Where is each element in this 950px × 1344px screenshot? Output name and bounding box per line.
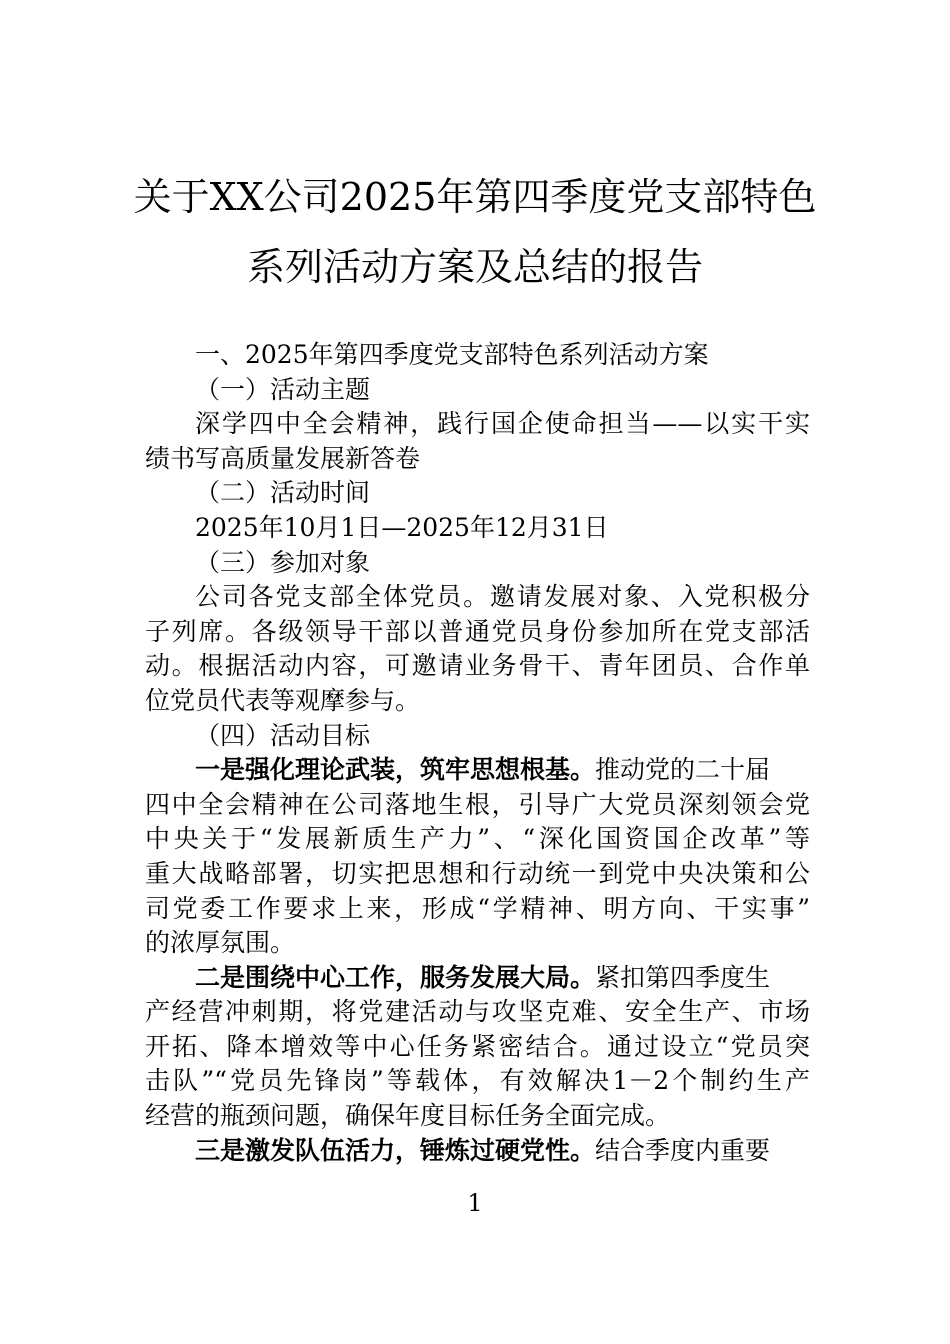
paragraph-text: 推动党的二十届 [595,755,771,785]
bold-lead: 二是围绕中心工作，服务发展大局。 [195,962,596,992]
subsection-heading: （一）活动主题 [195,374,371,404]
paragraph-line: 2025年10月1日—2025年12月31日 [195,512,609,542]
subsection-heading: （二）活动时间 [195,478,371,508]
paragraph-line [145,961,810,996]
paragraph-line [145,1134,810,1169]
paragraph-line: 开拓、降本增效等中心任务紧密结合。通过设立“党员突 [145,1031,810,1061]
paragraph-line: 子列席。各级领导干部以普通党员身份参加所在党支部活 [145,616,810,646]
paragraph-line: 司党委工作要求上来，形成“学精神、明方向、干实事” [145,893,810,923]
document-title-line-2: 系列活动方案及总结的报告 [246,245,703,289]
document-body [145,338,810,1168]
paragraph-line: 动。根据活动内容，可邀请业务骨干、青年团员、合作单 [145,651,810,681]
paragraph-line: 重大战略部署，切实把思想和行动统一到党中央决策和公 [145,858,810,888]
paragraph-line [145,753,810,788]
bold-lead: 三是激发队伍活力，锤炼过硬党性。 [195,1135,596,1165]
paragraph-line: 位党员代表等观摩参与。 [145,685,421,715]
paragraph-line: 产经营冲刺期，将党建活动与攻坚克难、安全生产、市场 [145,997,810,1027]
paragraph-text: 紧扣第四季度生 [595,962,771,992]
section-heading: 一、2025年第四季度党支部特色系列活动方案 [195,340,709,369]
paragraph-line: 深学四中全会精神，践行国企使命担当——以实干实 [195,409,810,439]
page-number: 1 [467,1189,483,1217]
subsection-heading: （三）参加对象 [195,547,371,577]
paragraph-line: 经营的瓶颈问题，确保年度目标任务全面完成。 [145,1101,671,1131]
paragraph-line: 的浓厚氛围。 [145,928,296,958]
paragraph-line: 四中全会精神在公司落地生根，引导广大党员深刻领会党 [145,789,810,819]
paragraph-text: 结合季度内重要 [595,1135,771,1165]
bold-lead: 一是强化理论武装，筑牢思想根基。 [195,755,596,785]
document-title-line-1: 关于XX公司2025年第四季度党支部特色 [133,175,817,219]
paragraph-line: 公司各党支部全体党员。邀请发展对象、入党积极分 [195,582,810,612]
subsection-heading: （四）活动目标 [195,720,371,750]
paragraph-line: 击队”“党员先锋岗”等载体，有效解决1－2个制约生产 [145,1066,810,1096]
paragraph-line: 中央关于“发展新质生产力”、“深化国资国企改革”等 [145,824,810,854]
paragraph-line: 绩书写高质量发展新答卷 [145,443,421,473]
